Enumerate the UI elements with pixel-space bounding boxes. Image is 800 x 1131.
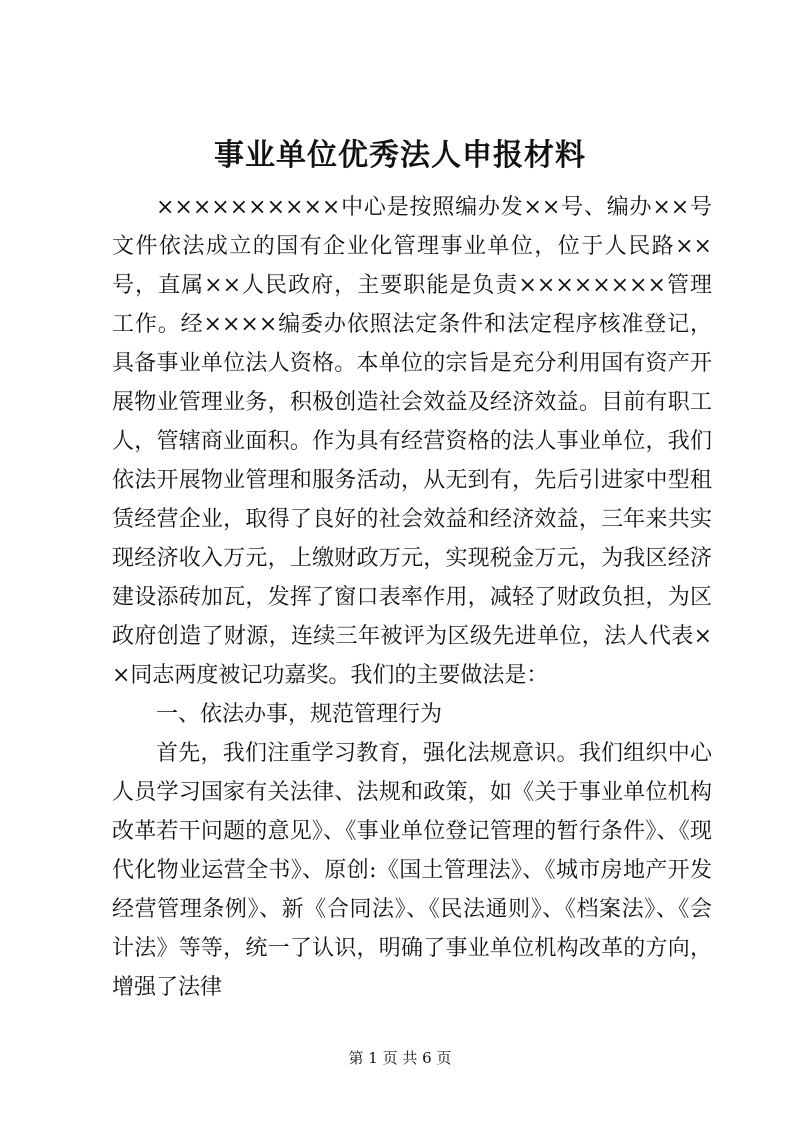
document-title: 事业单位优秀法人申报材料: [214, 138, 586, 173]
page-number-footer: 第 1 页 共 6 页: [348, 1049, 452, 1067]
paragraph-intro: ××××××××××中心是按照编办发××号、编办××号文件依法成立的国有企业化管理事业单位，位于人民路××号，直属××人民政府，主要职能是负责××××××××管理工作。经××××编委办依照法定条件和法定程序核准登记，具备事业单位法人资格。本单位的宗旨是充分利用国有资产开展物业管理业务，积极创造社会效益及经济效益。目前有职工人，管辖商业面积。作为具有经营资格的法人事业单位，我们依法开展物业管理和服务活动，从无到有，先后引进家中型租赁经营企业，取得了良好的社会效益和经济效益，三年来共实现经济收入万元，上缴财政万元，实现税金万元，为我区经济建设添砖加瓦，发挥了窗口表率作用，减轻了财政负担，为区政府创造了财源，连续三年被评为区级先进单位，法人代表××同志两度被记功嘉奖。我们的主要做法是：: [112, 195, 712, 688]
document-body: [112, 188, 712, 1007]
section-heading-1: 一、依法办事，规范管理行为: [156, 702, 443, 727]
paragraph-study: 首先，我们注重学习教育，强化法规意识。我们组织中心人员学习国家有关法律、法规和政策，如《关于事业单位机构改革若干问题的意见》、《事业单位登记管理的暂行条件》、《现代化物业运营全书》、原创:《国土管理法》、《城市房地产开发经营管理条例》、新《合同法》、《民法通则》、《档案法》、《会计法》等等，统一了认识，明确了事业单位机构改革的方向，增强了法律: [112, 741, 712, 1000]
